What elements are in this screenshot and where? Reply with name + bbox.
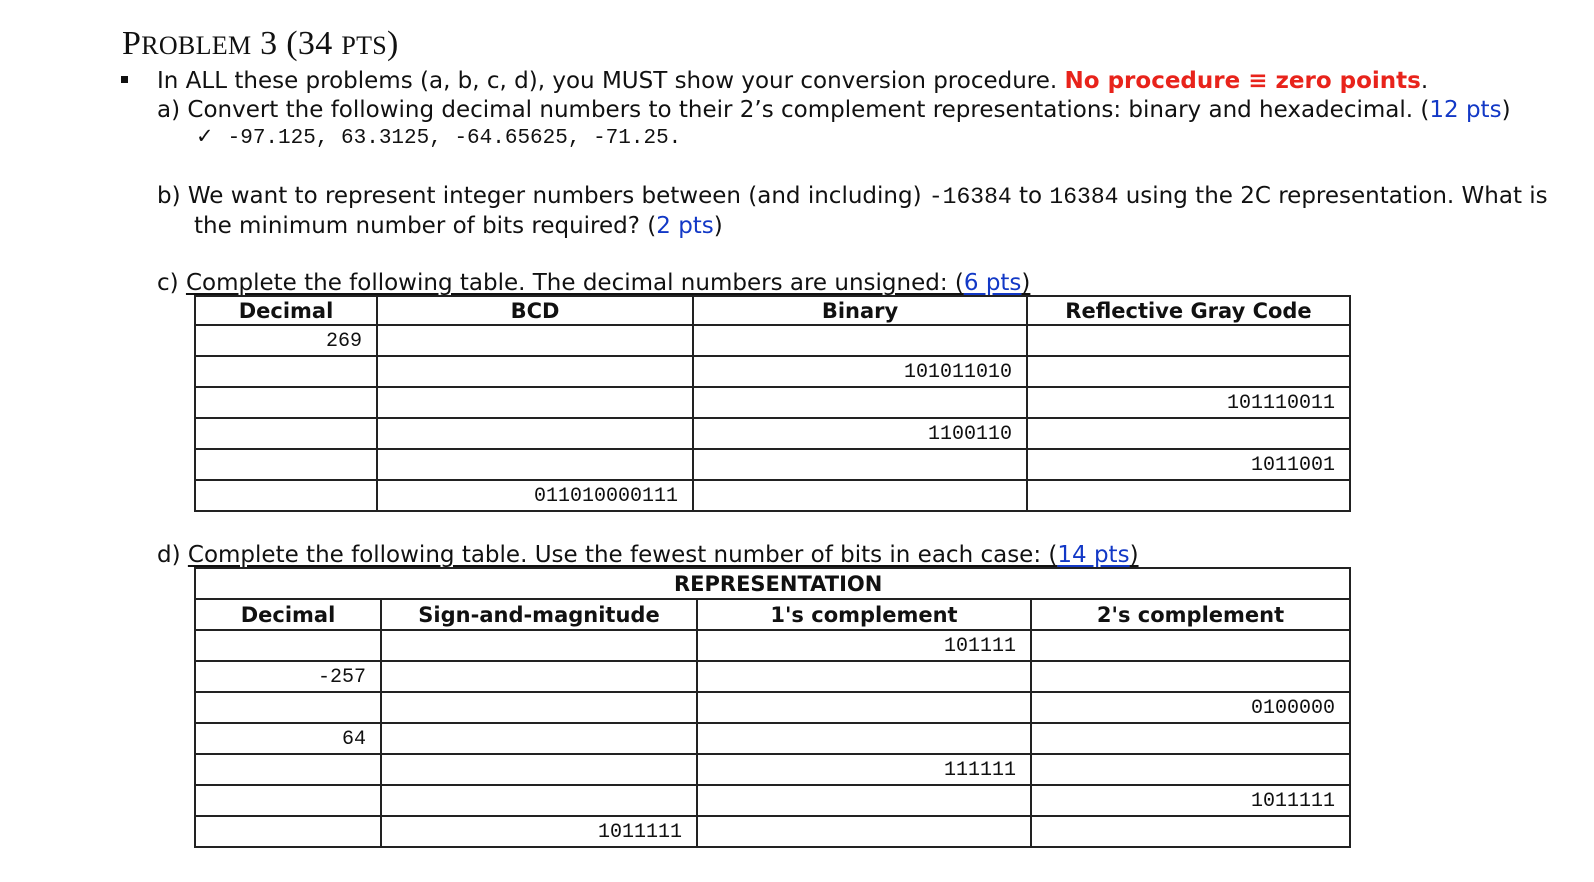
part-a-question: a) Convert the following decimal numbers to their 2’s complement representations: binary and hexadecimal. (12 pts) bbox=[157, 97, 1511, 123]
table-d-group-row bbox=[195, 568, 1350, 599]
table-cell[interactable]: 0100000 bbox=[1031, 692, 1350, 723]
table-cell[interactable] bbox=[195, 630, 381, 661]
table-row bbox=[195, 356, 1350, 387]
table-cell[interactable] bbox=[195, 387, 377, 418]
intro-instructions: In ALL these problems (a, b, c, d), you MUST show your conversion procedure. No procedure ≡ zero points. bbox=[157, 68, 1429, 94]
table-cell[interactable] bbox=[377, 418, 693, 449]
table-row bbox=[195, 630, 1350, 661]
table-cell[interactable] bbox=[377, 387, 693, 418]
table-cell[interactable] bbox=[697, 692, 1031, 723]
table-cell[interactable] bbox=[195, 480, 377, 511]
table-cell[interactable] bbox=[381, 630, 697, 661]
table-cell[interactable] bbox=[693, 449, 1027, 480]
table-c-header-row bbox=[195, 296, 1350, 325]
representation-table-d bbox=[194, 567, 1351, 848]
table-row bbox=[195, 692, 1350, 723]
part-c-question: c) Complete the following table. The decimal numbers are unsigned: (6 pts) bbox=[157, 270, 1031, 296]
table-cell[interactable] bbox=[697, 785, 1031, 816]
table-cell[interactable] bbox=[195, 785, 381, 816]
table-cell[interactable]: 1011001 bbox=[1027, 449, 1350, 480]
table-row bbox=[195, 661, 1350, 692]
header-ones-complement: 1's complement bbox=[697, 599, 1031, 630]
table-cell[interactable] bbox=[377, 325, 693, 356]
table-cell[interactable] bbox=[195, 692, 381, 723]
table-cell[interactable] bbox=[1031, 661, 1350, 692]
table-row bbox=[195, 723, 1350, 754]
table-cell[interactable] bbox=[195, 449, 377, 480]
problem-title: PROBLEM 3 (34 PTS) bbox=[122, 25, 399, 62]
table-cell[interactable]: 011010000111 bbox=[377, 480, 693, 511]
checkmark-icon: ✓ bbox=[196, 124, 214, 148]
table-cell[interactable] bbox=[697, 816, 1031, 847]
table-row bbox=[195, 785, 1350, 816]
table-cell[interactable] bbox=[381, 692, 697, 723]
table-cell[interactable] bbox=[1031, 754, 1350, 785]
table-cell[interactable] bbox=[381, 785, 697, 816]
table-cell[interactable] bbox=[195, 356, 377, 387]
table-cell[interactable]: 101111 bbox=[697, 630, 1031, 661]
table-cell[interactable] bbox=[1027, 480, 1350, 511]
table-cell[interactable] bbox=[1027, 418, 1350, 449]
table-cell[interactable]: 1011111 bbox=[381, 816, 697, 847]
table-cell[interactable] bbox=[195, 418, 377, 449]
table-row bbox=[195, 418, 1350, 449]
table-cell[interactable]: 101110011 bbox=[1027, 387, 1350, 418]
table-cell[interactable] bbox=[697, 661, 1031, 692]
table-cell[interactable] bbox=[377, 449, 693, 480]
table-cell[interactable] bbox=[1027, 356, 1350, 387]
table-cell[interactable] bbox=[693, 480, 1027, 511]
table-cell[interactable] bbox=[381, 754, 697, 785]
warning-text: No procedure ≡ zero points bbox=[1064, 68, 1421, 94]
header-sign-magnitude: Sign-and-magnitude bbox=[381, 599, 697, 630]
conversion-table-c bbox=[194, 295, 1351, 512]
header-decimal: Decimal bbox=[195, 599, 381, 630]
part-d-points: 14 pts bbox=[1057, 542, 1130, 568]
table-cell[interactable] bbox=[195, 816, 381, 847]
table-cell[interactable]: 111111 bbox=[697, 754, 1031, 785]
header-binary: Binary bbox=[693, 296, 1027, 325]
table-cell[interactable] bbox=[377, 356, 693, 387]
table-row bbox=[195, 325, 1350, 356]
header-representation: REPRESENTATION bbox=[195, 568, 1350, 599]
table-cell[interactable] bbox=[1031, 630, 1350, 661]
table-d-header-row bbox=[195, 599, 1350, 630]
part-c-points: 6 pts bbox=[963, 270, 1022, 296]
table-row bbox=[195, 449, 1350, 480]
part-b-points: 2 pts bbox=[656, 213, 714, 239]
header-twos-complement: 2's complement bbox=[1031, 599, 1350, 630]
table-cell[interactable] bbox=[1027, 325, 1350, 356]
header-gray-code: Reflective Gray Code bbox=[1027, 296, 1350, 325]
table-cell[interactable]: 1100110 bbox=[693, 418, 1027, 449]
part-b-question: b) We want to represent integer numbers between (and including) -16384 to 16384 using the 2C representation. What is bbox=[157, 183, 1548, 210]
table-cell[interactable] bbox=[1031, 723, 1350, 754]
part-a-points: 12 pts bbox=[1429, 97, 1502, 123]
header-decimal: Decimal bbox=[195, 296, 377, 325]
table-row bbox=[195, 816, 1350, 847]
part-b-question-cont: the minimum number of bits required? (2 pts) bbox=[194, 213, 723, 239]
table-cell[interactable] bbox=[697, 723, 1031, 754]
table-cell[interactable] bbox=[381, 723, 697, 754]
table-cell[interactable]: 269 bbox=[195, 325, 377, 356]
table-cell[interactable]: 101011010 bbox=[693, 356, 1027, 387]
header-bcd: BCD bbox=[377, 296, 693, 325]
part-d-question: d) Complete the following table. Use the fewest number of bits in each case: (14 pts) bbox=[157, 542, 1139, 568]
table-cell[interactable] bbox=[195, 754, 381, 785]
bullet-marker bbox=[121, 76, 128, 83]
table-cell[interactable] bbox=[693, 325, 1027, 356]
table-cell[interactable] bbox=[693, 387, 1027, 418]
table-cell[interactable]: 1011111 bbox=[1031, 785, 1350, 816]
table-cell[interactable] bbox=[1031, 816, 1350, 847]
table-row bbox=[195, 480, 1350, 511]
table-cell[interactable]: -257 bbox=[195, 661, 381, 692]
table-cell[interactable] bbox=[381, 661, 697, 692]
table-row bbox=[195, 387, 1350, 418]
table-row bbox=[195, 754, 1350, 785]
part-a-numbers: ✓ -97.125, 63.3125, -64.65625, -71.25. bbox=[196, 124, 682, 150]
table-cell[interactable]: 64 bbox=[195, 723, 381, 754]
